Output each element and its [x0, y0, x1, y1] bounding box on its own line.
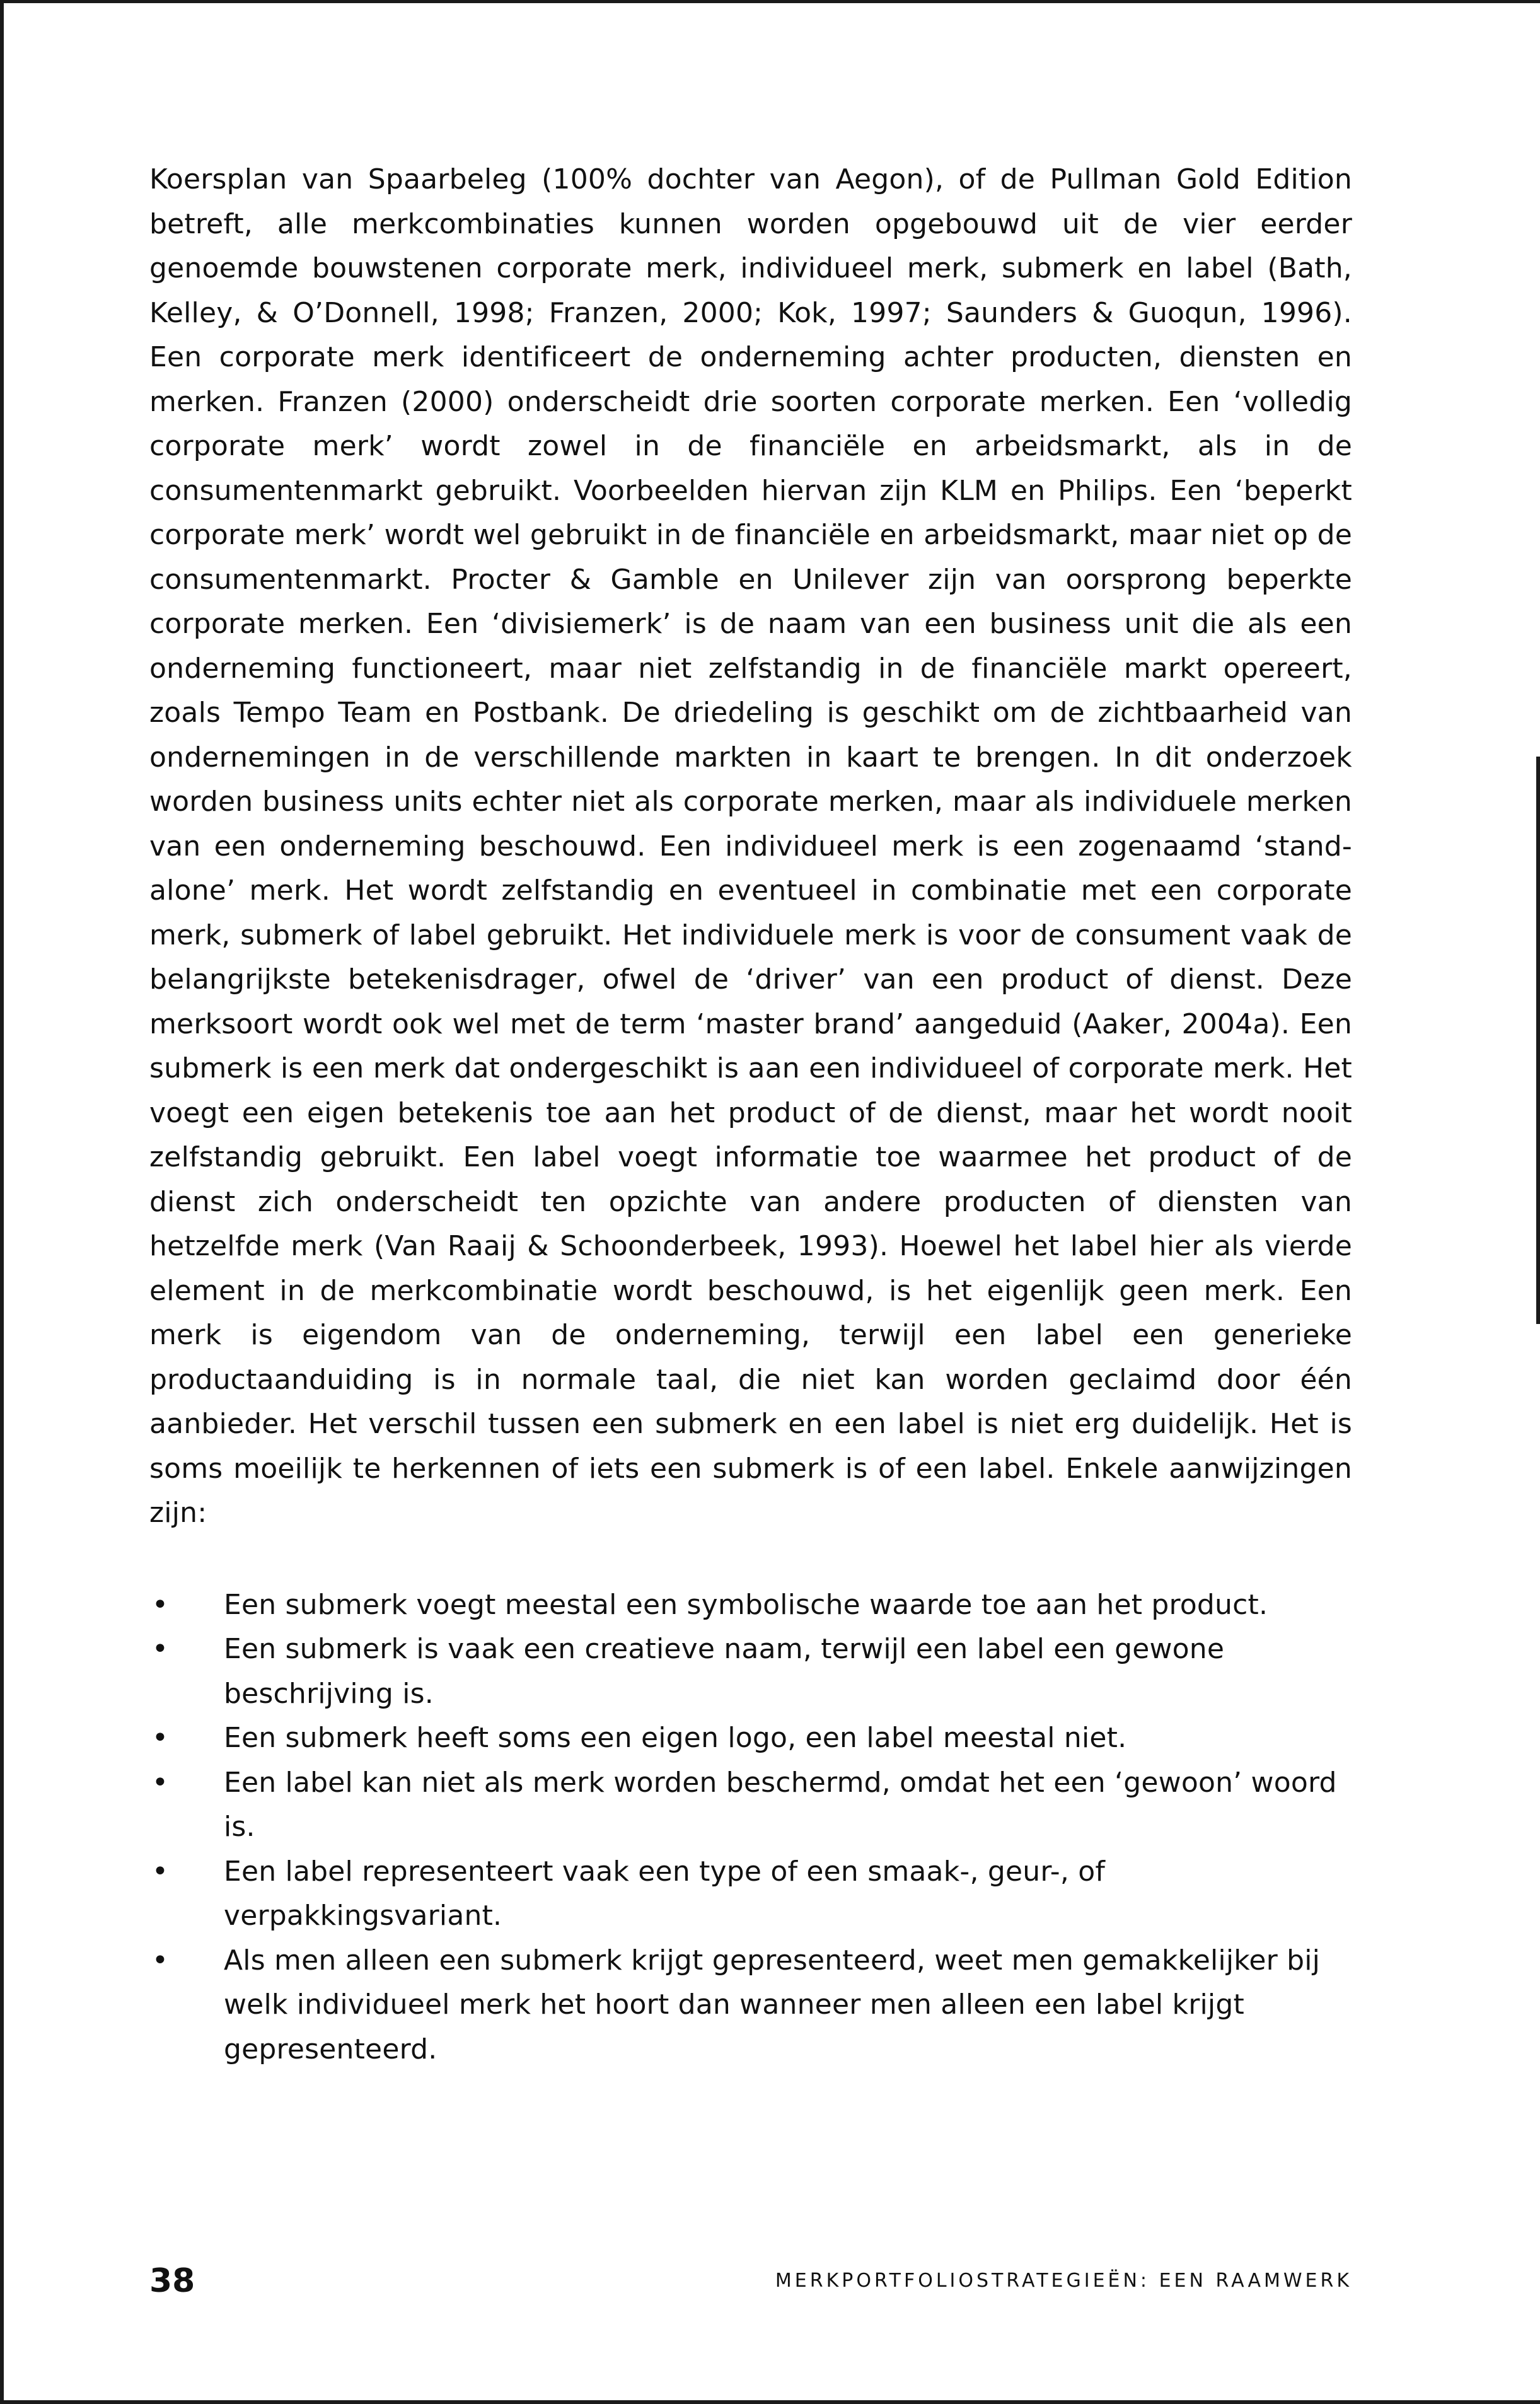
running-title: MERKPORTFOLIOSTRATEGIEËN: EEN RAAMWERK [775, 2270, 1352, 2292]
page-number: 38 [149, 2262, 195, 2300]
bullet-item [149, 1583, 1352, 1628]
page-footer [149, 2253, 1352, 2309]
bullet-dot-icon: • [152, 1722, 169, 1754]
bullet-text: Een submerk is vaak een creatieve naam, terwijl een label een gewone beschrijving is. [224, 1633, 1225, 1710]
bullet-dot-icon: • [152, 1633, 169, 1665]
page-edge-bottom [0, 2400, 1540, 2404]
page-edge-left [0, 0, 4, 2404]
bullet-item [149, 1761, 1352, 1850]
body-paragraph: Koersplan van Spaarbeleg (100% dochter van Aegon), of de Pullman Gold Edition betreft, alle merkcombinaties kunnen worden opgebouwd uit de vier eerder genoemde bouwstenen corporate merk, individueel merk, submerk en label (Bath, Kelley, & O’Donnell, 1998; Franzen, 2000; Kok, 1997; Saunders & Guoqun, 1996). Een corporate merk identificeert de onderneming achter producten, diensten en merken. Franzen (2000) onderscheidt drie soorten corporate merken. Een ‘volledig corporate merk’ wordt zowel in de financiële en arbeidsmarkt, als in de consumentenmarkt gebruikt. Voorbeelden hiervan zijn KLM en Philips. Een ‘beperkt corporate merk’ wordt wel gebruikt in de financiële en arbeidsmarkt, maar niet op de consumentenmarkt. Procter & Gamble en Unilever zijn van oorsprong beperkte corporate merken. Een ‘divisiemerk’ is de naam van een business unit die als een onderneming functioneert, maar niet zelfstandig in de financiële markt opereert, zoals Tempo Team en Postbank. De driedeling is geschikt om de zichtbaarheid van ondernemingen in de verschillende markten in kaart te brengen. In dit onderzoek worden business units echter niet als corporate merken, maar als individuele merken van een onderneming beschouwd. Een individueel merk is een zogenaamd ‘stand-alone’ merk. Het wordt zelfstandig en eventueel in combinatie met een corporate merk, submerk of label gebruikt. Het individuele merk is voor de consument vaak de belangrijkste betekenisdrager, ofwel de ‘driver’ van een product of dienst. Deze merksoort wordt ook wel met de term ‘master brand’ aangeduid (Aaker, 2004a). Een submerk is een merk dat ondergeschikt is aan een individueel of corporate merk. Het voegt een eigen betekenis toe aan het product of de dienst, maar het wordt nooit zelfstandig gebruikt. Een label voegt informatie toe waarmee het product of de dienst zich onderscheidt ten opzichte van andere producten of diensten van hetzelfde merk (Van Raaij & Schoonderbeek, 1993). Hoewel het label hier als vierde element in de merkcombinatie wordt beschouwd, is het eigenlijk geen merk. Een merk is eigendom van de onderneming, terwijl een label een generieke productaanduiding is in normale taal, die niet kan worden geclaimd door één aanbieder. Het verschil tussen een submerk en een label is niet erg duidelijk. Het is soms moeilijk te herkennen of iets een submerk is of een label. Enkele aanwijzingen zijn: [149, 163, 1352, 1529]
bullet-dot-icon: • [152, 1944, 169, 1977]
page-edge-top [0, 0, 1540, 3]
bullet-item [149, 1627, 1352, 1716]
bullet-text: Een submerk heeft soms een eigen logo, een label meestal niet. [224, 1722, 1127, 1754]
page-content [149, 158, 1352, 2072]
bullet-dot-icon: • [152, 1766, 169, 1799]
bullet-item [149, 1716, 1352, 1761]
bullet-item [149, 1850, 1352, 1939]
bullet-text: Een label representeert vaak een type of een smaak-, geur-, of verpakkingsvariant. [224, 1855, 1106, 1932]
bullet-text: Een label kan niet als merk worden beschermd, omdat het een ‘gewoon’ woord is. [224, 1766, 1337, 1843]
bullet-item [149, 1939, 1352, 2072]
bullet-dot-icon: • [152, 1855, 169, 1888]
page-edge-right [1536, 757, 1540, 1324]
bullet-list [149, 1583, 1352, 2072]
bullet-text: Als men alleen een submerk krijgt gepresenteerd, weet men gemakkelijker bij welk individueel merk het hoort dan wanneer men alleen een label krijgt gepresenteerd. [224, 1944, 1321, 2065]
bullet-dot-icon: • [152, 1588, 169, 1621]
bullet-text: Een submerk voegt meestal een symbolische waarde toe aan het product. [224, 1588, 1268, 1621]
